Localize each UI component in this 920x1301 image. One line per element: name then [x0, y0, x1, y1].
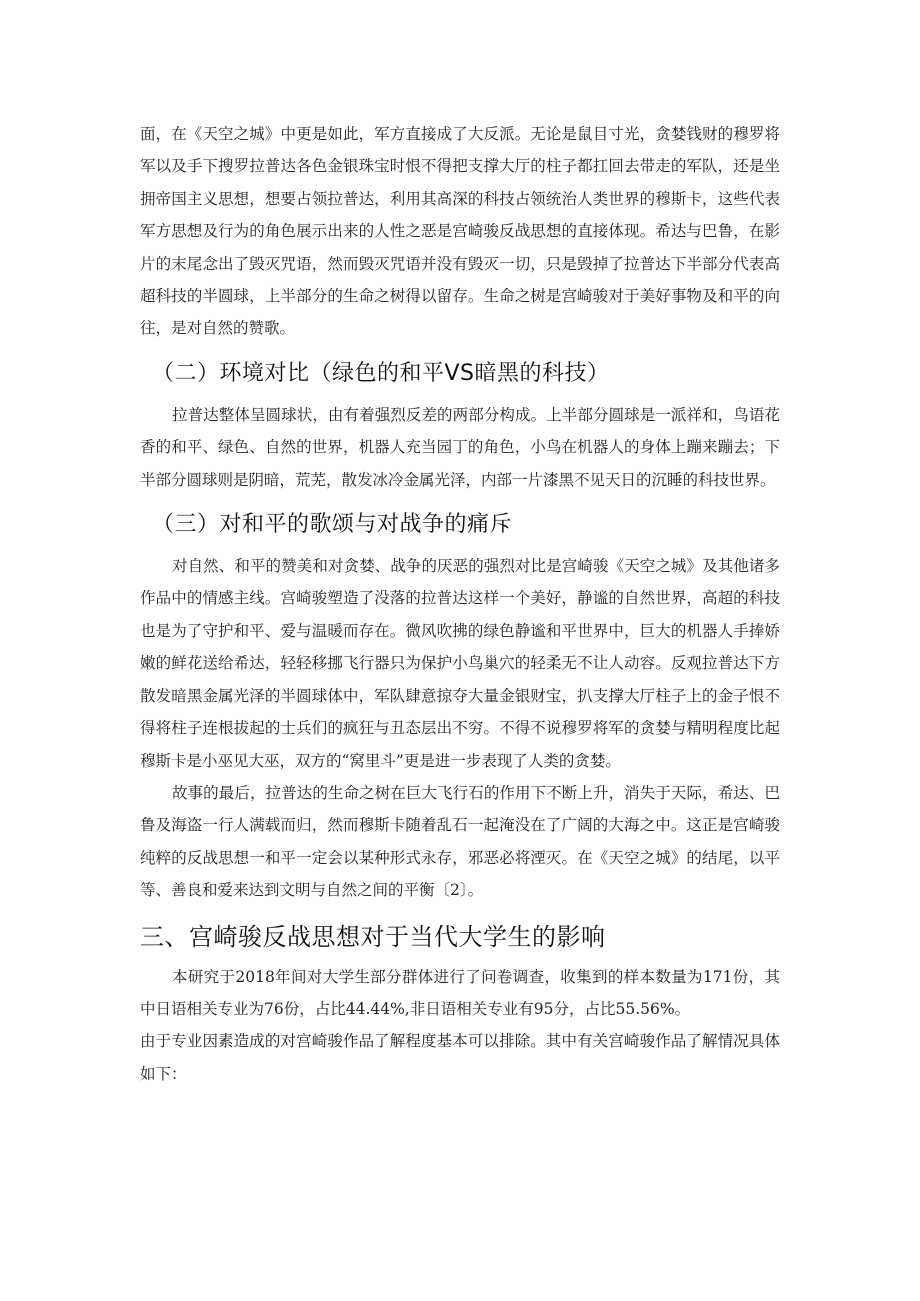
section-heading-student-influence: 三、宫崎骏反战思想对于当代大学生的影响 [140, 922, 606, 951]
paragraph-survey-intro: 由于专业因素造成的对宫崎骏作品了解程度基本可以排除。其中有关宫崎骏作品了解情况具体如下： [140, 1032, 780, 1083]
document-body [140, 118, 780, 1090]
subheading-peace-vs-war: （三）对和平的歌颂与对战争的痛斥 [152, 512, 513, 538]
paragraph-story-ending: 故事的最后，拉普达的生命之树在巨大飞行石的作用下不断上升，消失于天际，希达、巴鲁及海盗一行人满载而归，然而穆斯卡随着乱石一起淹没在了广阔的大海之中。这正是宫崎骏纯粹的反战思想一和平一定会以某种形式永存，邪恶必将湮灭。在《天空之城》的结尾，以平等、善良和爱来达到文明与自然之间的平衡〔2〕。 [140, 783, 780, 900]
paragraph-laputa-structure: 拉普达整体呈圆球状，由有着强烈反差的两部分构成。上半部分圆球是一派祥和，鸟语花香的和平、绿色、自然的世界，机器人充当园丁的角色，小鸟在机器人的身体上蹦来蹦去；下半部分圆球则是阴暗，荒芜，散发冰冷金属光泽，内部一片漆黑不见天日的沉睡的科技世界。 [140, 405, 780, 489]
subheading-environment-contrast: （二）环境对比（绿色的和平VS暗黑的科技） [152, 360, 610, 386]
paragraph-survey-results: 本研究于2018年间对大学生部分群体进行了问卷调查，收集到的样本数量为171份，其中日语相关专业为76份，占比44.44%,非日语相关专业有95分，占比55.56%。 [140, 967, 780, 1018]
paragraph-emotional-theme: 对自然、和平的赞美和对贪婪、战争的厌恶的强烈对比是宫崎骏《天空之城》及其他诸多作品中的情感主线。宫崎骏塑造了没落的拉普达这样一个美好，静谧的自然世界，高超的科技也是为了守护和平、爱与温暖而存在。微风吹拂的绿色静谧和平世界中，巨大的机器人手捧娇嫩的鲜花送给希达，轻轻移挪飞行器只为保护小鸟巢穴的轻柔无不让人动容。反观拉普达下方散发暗黑金属光泽的半圆球体中，军队肆意掠夺大量金银财宝，扒支撑大厅柱子上的金子恨不得将柱子连根拔起的士兵们的疯狂与丑态层出不穷。不得不说穆罗将军的贪婪与精明程度比起穆斯卡是小巫见大巫，双方的“窝里斗”更是进一步表现了人类的贪婪。 [140, 557, 780, 770]
paragraph-military-villains: 面，在《天空之城》中更是如此，军方直接成了大反派。无论是鼠目寸光，贪婪钱财的穆罗将军以及手下搜罗拉普达各色金银珠宝时恨不得把支撑大厅的柱子都扛回去带走的军队，还是坐拥帝国主义思想，想要占领拉普达，利用其高深的科技占领统治人类世界的穆斯卡，这些代表军方思想及行为的角色展示出来的人性之恶是宫崎骏反战思想的直接体现。希达与巴鲁，在影片的末尾念出了毁灭咒语，然而毁灭咒语并没有毁灭一切，只是毁掉了拉普达下半部分代表高超科技的半圆球，上半部分的生命之树得以留存。生命之树是宫崎骏对于美好事物及和平的向往，是对自然的赞歌。 [140, 125, 780, 338]
